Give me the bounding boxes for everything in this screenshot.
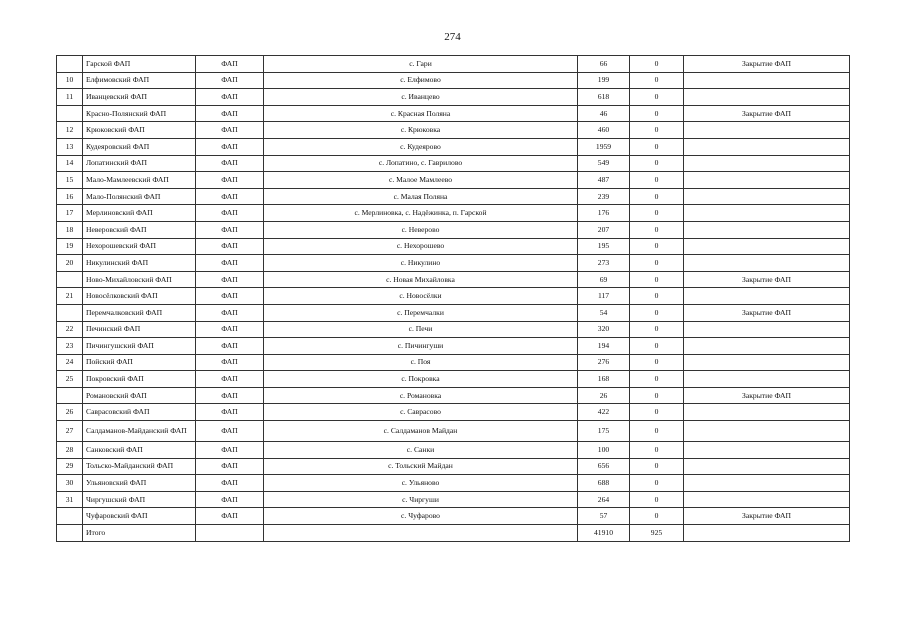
row-number-cell: 27 [57,421,83,442]
row-number-cell [57,304,83,321]
row-number-cell: 23 [57,338,83,355]
facility-name-cell: Мало-Полянский ФАП [83,188,196,205]
settlement-cell: с. Красная Поляна [264,105,578,122]
value-cell: 0 [630,205,684,222]
settlement-cell: с. Лопатино, с. Гаврилово [264,155,578,172]
facility-type-cell: ФАП [196,271,264,288]
facility-name-cell: Санковский ФАП [83,442,196,459]
row-number-cell: 17 [57,205,83,222]
settlement-cell: с. Крюковка [264,122,578,139]
facility-name-cell: Гарской ФАП [83,56,196,73]
note-cell [684,404,850,421]
population-cell: 57 [578,508,630,525]
table-row [57,138,850,155]
table-row [57,404,850,421]
facility-name-cell: Тольско-Майданский ФАП [83,458,196,475]
table-row [57,475,850,492]
facility-type-cell: ФАП [196,508,264,525]
row-number-cell [57,56,83,73]
facility-name-cell: Ново-Михайловский ФАП [83,271,196,288]
settlement-cell: с. Мерлиновка, с. Надёжинка, п. Гарской [264,205,578,222]
facility-type-cell: ФАП [196,387,264,404]
facility-name-cell: Никулинский ФАП [83,255,196,272]
note-cell [684,354,850,371]
note-cell [684,72,850,89]
settlement-cell: с. Новая Михайловка [264,271,578,288]
value-cell: 0 [630,105,684,122]
note-cell [684,288,850,305]
value-cell: 0 [630,155,684,172]
settlement-cell: с. Малое Мамлеево [264,172,578,189]
row-number-cell [57,105,83,122]
row-number-cell: 26 [57,404,83,421]
facility-type-cell: ФАП [196,442,264,459]
table-row [57,354,850,371]
row-number-cell: 14 [57,155,83,172]
row-number-cell: 31 [57,491,83,508]
note-cell [684,205,850,222]
row-number-cell: 24 [57,354,83,371]
value-cell: 0 [630,321,684,338]
value-cell: 0 [630,304,684,321]
facility-type-cell: ФАП [196,155,264,172]
facility-name-cell: Мерлиновский ФАП [83,205,196,222]
facility-name-cell: Итого [83,525,196,542]
population-cell: 199 [578,72,630,89]
table-row [57,89,850,106]
value-cell: 0 [630,508,684,525]
facility-type-cell: ФАП [196,338,264,355]
note-cell [684,442,850,459]
value-cell: 0 [630,458,684,475]
facility-type-cell: ФАП [196,354,264,371]
note-cell [684,122,850,139]
facility-type-cell [196,525,264,542]
population-cell: 618 [578,89,630,106]
value-cell: 0 [630,89,684,106]
population-cell: 656 [578,458,630,475]
facility-type-cell: ФАП [196,188,264,205]
row-number-cell: 28 [57,442,83,459]
note-cell [684,188,850,205]
facility-name-cell: Чуфаровский ФАП [83,508,196,525]
note-cell [684,491,850,508]
facility-name-cell: Пичингушский ФАП [83,338,196,355]
settlement-cell: с. Малая Поляна [264,188,578,205]
row-number-cell: 20 [57,255,83,272]
note-cell: Закрытие ФАП [684,56,850,73]
value-cell: 0 [630,421,684,442]
facility-name-cell: Салдаманов-Майданский ФАП [83,421,196,442]
note-cell [684,238,850,255]
facility-type-cell: ФАП [196,304,264,321]
settlement-cell: с. Романовка [264,387,578,404]
population-cell: 487 [578,172,630,189]
settlement-cell: с. Санки [264,442,578,459]
row-number-cell [57,508,83,525]
value-cell: 0 [630,172,684,189]
settlement-cell: с. Пичингуши [264,338,578,355]
population-cell: 239 [578,188,630,205]
facility-type-cell: ФАП [196,105,264,122]
table-row [57,321,850,338]
value-cell: 925 [630,525,684,542]
settlement-cell: с. Саврасово [264,404,578,421]
population-cell: 460 [578,122,630,139]
settlement-cell: с. Чиргуши [264,491,578,508]
facility-type-cell: ФАП [196,321,264,338]
facility-name-cell: Иванцевский ФАП [83,89,196,106]
facility-name-cell: Нехорошевский ФАП [83,238,196,255]
settlement-cell: с. Салдаманов Майдан [264,421,578,442]
facility-name-cell: Печинский ФАП [83,321,196,338]
table-row [57,72,850,89]
facility-name-cell: Пойский ФАП [83,354,196,371]
facility-type-cell: ФАП [196,371,264,388]
value-cell: 0 [630,387,684,404]
value-cell: 0 [630,56,684,73]
note-cell: Закрытие ФАП [684,105,850,122]
population-cell: 422 [578,404,630,421]
row-number-cell: 25 [57,371,83,388]
population-cell: 276 [578,354,630,371]
facility-type-cell: ФАП [196,255,264,272]
row-number-cell [57,525,83,542]
note-cell [684,475,850,492]
table-row [57,491,850,508]
facility-type-cell: ФАП [196,288,264,305]
settlement-cell: с. Тольский Майдан [264,458,578,475]
table-row [57,205,850,222]
population-cell: 117 [578,288,630,305]
facility-name-cell: Мало-Мамлеевский ФАП [83,172,196,189]
value-cell: 0 [630,475,684,492]
population-cell: 176 [578,205,630,222]
facility-name-cell: Покровский ФАП [83,371,196,388]
population-cell: 26 [578,387,630,404]
facility-type-cell: ФАП [196,458,264,475]
page-number: 274 [444,31,461,43]
value-cell: 0 [630,188,684,205]
table-row [57,442,850,459]
row-number-cell: 11 [57,89,83,106]
row-number-cell: 30 [57,475,83,492]
settlement-cell: с. Гари [264,56,578,73]
settlement-cell: с. Чуфарово [264,508,578,525]
facility-name-cell: Крюковский ФАП [83,122,196,139]
row-number-cell [57,387,83,404]
settlement-cell: с. Поя [264,354,578,371]
note-cell [684,525,850,542]
facility-type-cell: ФАП [196,72,264,89]
table-row [57,122,850,139]
population-cell: 168 [578,371,630,388]
population-cell: 549 [578,155,630,172]
note-cell: Закрытие ФАП [684,508,850,525]
value-cell: 0 [630,72,684,89]
table-row [57,238,850,255]
value-cell: 0 [630,122,684,139]
value-cell: 0 [630,442,684,459]
facility-type-cell: ФАП [196,56,264,73]
table-row [57,458,850,475]
value-cell: 0 [630,238,684,255]
settlement-cell: с. Елфимово [264,72,578,89]
table-row [57,387,850,404]
table-row [57,525,850,542]
settlement-cell: с. Ульяново [264,475,578,492]
row-number-cell: 19 [57,238,83,255]
settlement-cell: с. Кудеярово [264,138,578,155]
table-row [57,105,850,122]
facility-name-cell: Кудеяровский ФАП [83,138,196,155]
population-cell: 66 [578,56,630,73]
row-number-cell: 12 [57,122,83,139]
note-cell [684,89,850,106]
facility-type-cell: ФАП [196,491,264,508]
row-number-cell: 18 [57,221,83,238]
facility-name-cell: Красно-Полянский ФАП [83,105,196,122]
table-row [57,421,850,442]
table-row [57,221,850,238]
fap-table [56,55,850,542]
facility-name-cell: Новосёлковский ФАП [83,288,196,305]
settlement-cell: с. Покровка [264,371,578,388]
facility-name-cell: Перемчалковский ФАП [83,304,196,321]
table-row [57,371,850,388]
note-cell [684,421,850,442]
population-cell: 69 [578,271,630,288]
table-row [57,255,850,272]
population-cell: 273 [578,255,630,272]
row-number-cell: 21 [57,288,83,305]
facility-type-cell: ФАП [196,138,264,155]
row-number-cell: 15 [57,172,83,189]
value-cell: 0 [630,491,684,508]
note-cell [684,255,850,272]
table-row [57,172,850,189]
table-row [57,155,850,172]
facility-type-cell: ФАП [196,89,264,106]
note-cell [684,172,850,189]
settlement-cell [264,525,578,542]
value-cell: 0 [630,404,684,421]
table-row [57,304,850,321]
table-row [57,271,850,288]
facility-type-cell: ФАП [196,404,264,421]
table-row [57,288,850,305]
population-cell: 194 [578,338,630,355]
note-cell: Закрытие ФАП [684,304,850,321]
settlement-cell: с. Печи [264,321,578,338]
row-number-cell: 16 [57,188,83,205]
note-cell [684,221,850,238]
facility-name-cell: Елфимовский ФАП [83,72,196,89]
population-cell: 195 [578,238,630,255]
facility-name-cell: Неверовский ФАП [83,221,196,238]
facility-type-cell: ФАП [196,122,264,139]
note-cell [684,338,850,355]
note-cell [684,155,850,172]
settlement-cell: с. Перемчалки [264,304,578,321]
table-row [57,56,850,73]
value-cell: 0 [630,338,684,355]
facility-name-cell: Лопатинский ФАП [83,155,196,172]
value-cell: 0 [630,354,684,371]
table-row [57,188,850,205]
settlement-cell: с. Новосёлки [264,288,578,305]
settlement-cell: с. Никулино [264,255,578,272]
population-cell: 320 [578,321,630,338]
facility-type-cell: ФАП [196,205,264,222]
row-number-cell: 29 [57,458,83,475]
table-row [57,338,850,355]
note-cell [684,321,850,338]
value-cell: 0 [630,371,684,388]
table-row [57,508,850,525]
value-cell: 0 [630,138,684,155]
note-cell: Закрытие ФАП [684,271,850,288]
note-cell [684,458,850,475]
settlement-cell: с. Иванцево [264,89,578,106]
note-cell [684,371,850,388]
facility-type-cell: ФАП [196,475,264,492]
value-cell: 0 [630,255,684,272]
row-number-cell [57,271,83,288]
population-cell: 207 [578,221,630,238]
table-body [57,56,850,542]
row-number-cell: 13 [57,138,83,155]
note-cell [684,138,850,155]
population-cell: 41910 [578,525,630,542]
population-cell: 100 [578,442,630,459]
population-cell: 46 [578,105,630,122]
population-cell: 1959 [578,138,630,155]
row-number-cell: 10 [57,72,83,89]
note-cell: Закрытие ФАП [684,387,850,404]
settlement-cell: с. Нехорошево [264,238,578,255]
facility-name-cell: Романовский ФАП [83,387,196,404]
value-cell: 0 [630,288,684,305]
settlement-cell: с. Неверово [264,221,578,238]
population-cell: 54 [578,304,630,321]
value-cell: 0 [630,221,684,238]
facility-name-cell: Чиргушский ФАП [83,491,196,508]
population-cell: 264 [578,491,630,508]
value-cell: 0 [630,271,684,288]
facility-type-cell: ФАП [196,421,264,442]
population-cell: 175 [578,421,630,442]
facility-type-cell: ФАП [196,221,264,238]
facility-name-cell: Ульяновский ФАП [83,475,196,492]
population-cell: 688 [578,475,630,492]
facility-name-cell: Саврасовский ФАП [83,404,196,421]
row-number-cell: 22 [57,321,83,338]
facility-type-cell: ФАП [196,172,264,189]
facility-type-cell: ФАП [196,238,264,255]
